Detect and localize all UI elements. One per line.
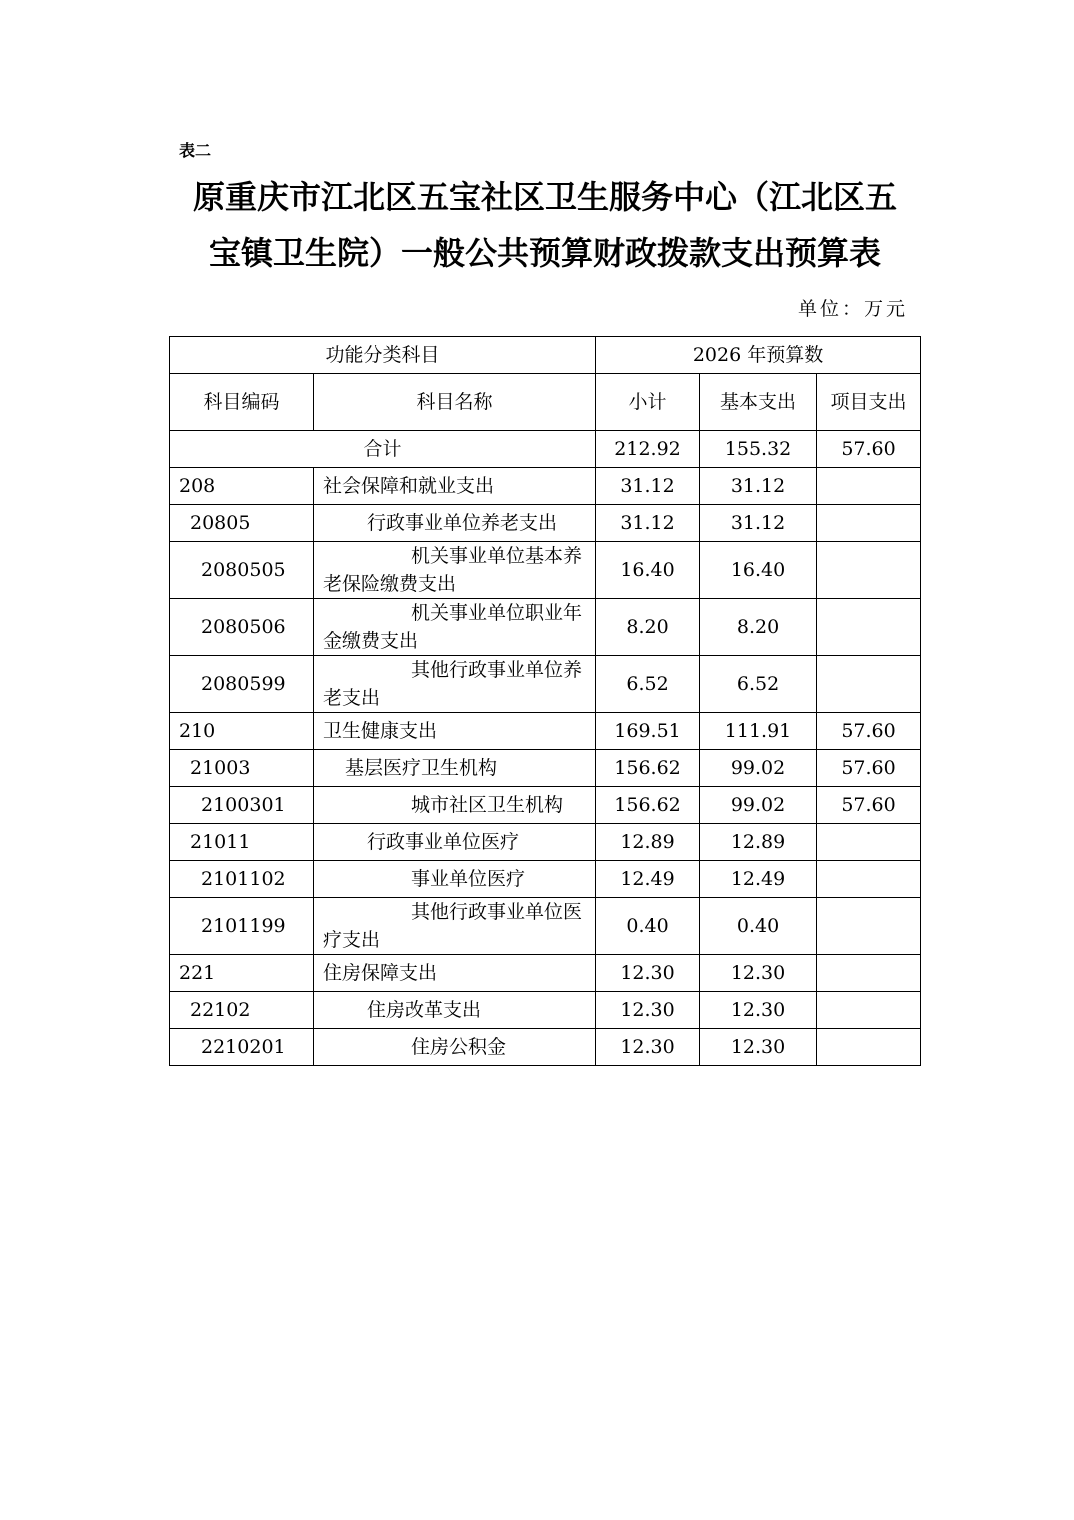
- row-name: 住房公积金: [314, 1029, 596, 1066]
- row-basic: 16.40: [700, 542, 817, 599]
- row-subtotal: 12.30: [596, 955, 700, 992]
- header-project: 项目支出: [817, 374, 921, 431]
- row-name: 其他行政事业单位养老支出: [314, 656, 596, 713]
- row-subtotal: 169.51: [596, 713, 700, 750]
- row-subtotal: 8.20: [596, 599, 700, 656]
- row-basic: 12.89: [700, 824, 817, 861]
- row-basic: 8.20: [700, 599, 817, 656]
- row-basic: 31.12: [700, 468, 817, 505]
- row-name: 社会保障和就业支出: [314, 468, 596, 505]
- row-code: 22102: [170, 992, 314, 1029]
- table-row: [170, 992, 921, 1029]
- row-subtotal: 31.12: [596, 505, 700, 542]
- row-basic: 12.30: [700, 1029, 817, 1066]
- header-column-row: [170, 374, 921, 431]
- row-name: 机关事业单位基本养老保险缴费支出: [314, 542, 596, 599]
- header-group-row: [170, 337, 921, 374]
- row-subtotal: 16.40: [596, 542, 700, 599]
- row-name: 其他行政事业单位医疗支出: [314, 898, 596, 955]
- row-basic: 12.30: [700, 955, 817, 992]
- row-name: 行政事业单位医疗: [314, 824, 596, 861]
- table-row: [170, 713, 921, 750]
- header-subtotal: 小计: [596, 374, 700, 431]
- table-row: [170, 861, 921, 898]
- header-code: 科目编码: [170, 374, 314, 431]
- row-project: 57.60: [817, 750, 921, 787]
- row-basic: 99.02: [700, 787, 817, 824]
- row-project: [817, 542, 921, 599]
- table-row: [170, 656, 921, 713]
- row-code: 21011: [170, 824, 314, 861]
- table-row: [170, 599, 921, 656]
- table-row: [170, 505, 921, 542]
- row-name: 基层医疗卫生机构: [314, 750, 596, 787]
- row-code: 2100301: [170, 787, 314, 824]
- row-project: [817, 656, 921, 713]
- row-basic: 12.30: [700, 992, 817, 1029]
- header-basic: 基本支出: [700, 374, 817, 431]
- row-project: 57.60: [817, 787, 921, 824]
- row-name: 行政事业单位养老支出: [314, 505, 596, 542]
- row-subtotal: 12.30: [596, 992, 700, 1029]
- row-code: 2101102: [170, 861, 314, 898]
- row-code: 210: [170, 713, 314, 750]
- row-code: 2080599: [170, 656, 314, 713]
- row-code: 20805: [170, 505, 314, 542]
- row-name: 机关事业单位职业年金缴费支出: [314, 599, 596, 656]
- row-project: [817, 898, 921, 955]
- total-project: 57.60: [817, 431, 921, 468]
- table-row: [170, 750, 921, 787]
- table-row: [170, 955, 921, 992]
- row-subtotal: 12.30: [596, 1029, 700, 1066]
- row-name: 卫生健康支出: [314, 713, 596, 750]
- table-row: [170, 1029, 921, 1066]
- table-row: [170, 898, 921, 955]
- table-row: [170, 824, 921, 861]
- row-code: 2080506: [170, 599, 314, 656]
- row-name: 事业单位医疗: [314, 861, 596, 898]
- row-project: [817, 824, 921, 861]
- table-row: [170, 542, 921, 599]
- table-label: 表二: [179, 141, 212, 160]
- row-subtotal: 156.62: [596, 787, 700, 824]
- total-label: 合计: [170, 431, 596, 468]
- total-subtotal: 212.92: [596, 431, 700, 468]
- table-row: [170, 787, 921, 824]
- row-subtotal: 0.40: [596, 898, 700, 955]
- row-basic: 0.40: [700, 898, 817, 955]
- budget-table: [169, 336, 921, 1066]
- row-code: 2101199: [170, 898, 314, 955]
- row-code: 21003: [170, 750, 314, 787]
- row-subtotal: 12.89: [596, 824, 700, 861]
- row-subtotal: 6.52: [596, 656, 700, 713]
- row-basic: 99.02: [700, 750, 817, 787]
- row-name: 住房改革支出: [314, 992, 596, 1029]
- header-function-category: 功能分类科目: [170, 337, 596, 374]
- row-project: 57.60: [817, 713, 921, 750]
- row-basic: 12.49: [700, 861, 817, 898]
- row-project: [817, 992, 921, 1029]
- header-budget-year: 2026 年预算数: [596, 337, 921, 374]
- table-row: [170, 468, 921, 505]
- row-project: [817, 505, 921, 542]
- row-basic: 6.52: [700, 656, 817, 713]
- row-project: [817, 599, 921, 656]
- document-title-line-1: 原重庆市江北区五宝社区卫生服务中心（江北区五: [192, 178, 897, 216]
- row-code: 2080505: [170, 542, 314, 599]
- row-subtotal: 31.12: [596, 468, 700, 505]
- row-project: [817, 468, 921, 505]
- document-title-line-2: 宝镇卫生院）一般公共预算财政拨款支出预算表: [208, 234, 881, 272]
- row-code: 221: [170, 955, 314, 992]
- row-basic: 111.91: [700, 713, 817, 750]
- row-code: 2210201: [170, 1029, 314, 1066]
- total-row: [170, 431, 921, 468]
- row-project: [817, 1029, 921, 1066]
- row-subtotal: 156.62: [596, 750, 700, 787]
- total-basic: 155.32: [700, 431, 817, 468]
- row-name: 住房保障支出: [314, 955, 596, 992]
- header-name: 科目名称: [314, 374, 596, 431]
- row-project: [817, 955, 921, 992]
- unit-label: 单位：万元: [797, 298, 908, 320]
- row-name: 城市社区卫生机构: [314, 787, 596, 824]
- row-subtotal: 12.49: [596, 861, 700, 898]
- row-project: [817, 861, 921, 898]
- row-basic: 31.12: [700, 505, 817, 542]
- row-code: 208: [170, 468, 314, 505]
